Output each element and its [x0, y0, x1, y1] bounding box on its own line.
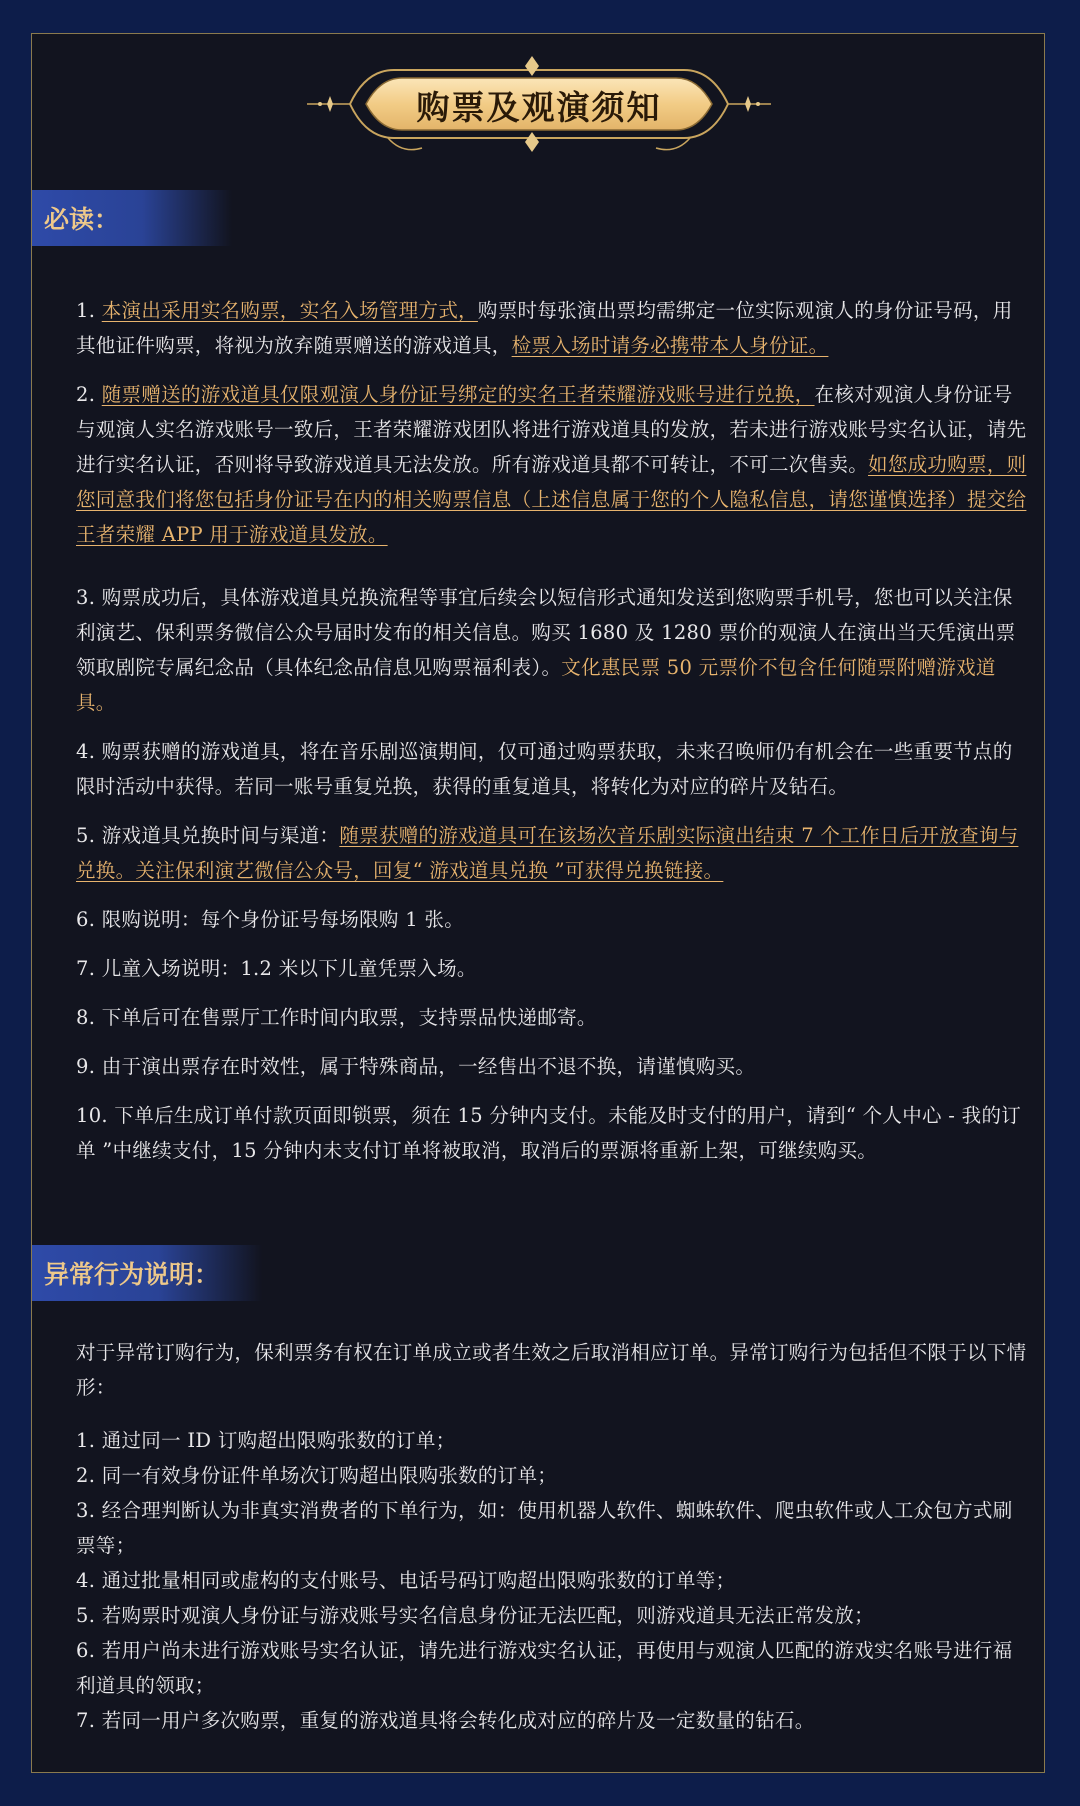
list-item: 2. 随票赠送的游戏道具仅限观演人身份证号绑定的实名王者荣耀游戏账号进行兑换，在核对观演人身份证号与观演人实名游戏账号一致后，王者荣耀游戏团队将进行游戏道具的发放，若未进行游戏账号实名认证，请先进行实名认证，否则将导致游戏道具无法发放。所有游戏道具都不可转让，不可二次售卖。如您成功购票，则您同意我们将您包括身份证号在内的相关购票信息（上述信息属于您的个人隐私信息，请您谨慎选择）提交给王者荣耀 APP 用于游戏道具发放。 [76, 383, 1027, 546]
list-item: 7. 儿童入场说明：1.2 米以下儿童凭票入场。 [76, 957, 477, 980]
list-item: 4. 购票获赠的游戏道具，将在音乐剧巡演期间，仅可通过购票获取，未来召唤师仍有机会在一些重要节点的限时活动中获得。若同一账号重复兑换，获得的重复道具，将转化为对应的碎片及钻石。 [76, 740, 1013, 798]
list-item: 8. 下单后可在售票厅工作时间内取票，支持票品快递邮寄。 [76, 1006, 597, 1029]
list-item: 3. 经合理判断认为非真实消费者的下单行为，如：使用机器人软件、蜘蛛软件、爬虫软件或人工众包方式刷票等； [76, 1499, 1013, 1557]
list-item: 1. 通过同一 ID 订购超出限购张数的订单； [76, 1429, 456, 1452]
list-item: 9. 由于演出票存在时效性，属于特殊商品，一经售出不退不换，请谨慎购买。 [76, 1055, 756, 1078]
section-heading-abnormal [32, 1245, 262, 1301]
list-item: 5. 若购票时观演人身份证与游戏账号实名信息身份证无法匹配，则游戏道具无法正常发放； [76, 1604, 874, 1627]
list-item: 7. 若同一用户多次购票，重复的游戏道具将会转化成对应的碎片及一定数量的钻石。 [76, 1709, 815, 1732]
list-item: 10. 下单后生成订单付款页面即锁票，须在 15 分钟内支付。未能及时支付的用户，请到“ 个人中心 - 我的订单 ”中继续支付，15 分钟内未支付订单将被取消，取消后的票源将重新上架，可继续购买。 [76, 1104, 1022, 1162]
page-title: 购票及观演须知 [416, 88, 662, 127]
title-banner [32, 34, 1046, 174]
list-item: 5. 游戏道具兑换时间与渠道：随票获赠的游戏道具可在该场次音乐剧实际演出结束 7 个工作日后开放查询与兑换。关注保利演艺微信公众号，回复“ 游戏道具兑换 ”可获得兑换链接。 [76, 824, 1019, 882]
list-item: 3. 购票成功后，具体游戏道具兑换流程等事宜后续会以短信形式通知发送到您购票手机号，您也可以关注保利演艺、保利票务微信公众号届时发布的相关信息。购买 1680 及 1280 票价的观演人在演出当天凭演出票领取剧院专属纪念品（具体纪念品信息见购票福利表）。文化惠民票 50 元票价不包含任何随票附赠游戏道具。 [76, 586, 1016, 714]
list-item: 4. 通过批量相同或虚构的支付账号、电话号码订购超出限购张数的订单等； [76, 1569, 736, 1592]
abnormal-behavior-section [76, 1335, 1032, 1738]
notice-panel [31, 33, 1045, 1773]
list-item: 2. 同一有效身份证件单场次订购超出限购张数的订单； [76, 1464, 558, 1487]
section-heading-label: 必读： [44, 205, 120, 234]
abnormal-intro: 对于异常订购行为，保利票务有权在订单成立或者生效之后取消相应订单。异常订购行为包括但不限于以下情形： [76, 1341, 1027, 1399]
must-read-list [76, 293, 1032, 1168]
section-heading-must-read [32, 190, 232, 246]
section-heading-label: 异常行为说明： [44, 1260, 220, 1289]
list-item: 6. 若用户尚未进行游戏账号实名认证，请先进行游戏实名认证，再使用与观演人匹配的游戏实名账号进行福利道具的领取； [76, 1639, 1013, 1697]
list-item: 1. 本演出采用实名购票，实名入场管理方式，购票时每张演出票均需绑定一位实际观演人的身份证号码，用其他证件购票，将视为放弃随票赠送的游戏道具，检票入场时请务必携带本人身份证。 [76, 299, 1013, 357]
list-item: 6. 限购说明：每个身份证号每场限购 1 张。 [76, 908, 465, 931]
